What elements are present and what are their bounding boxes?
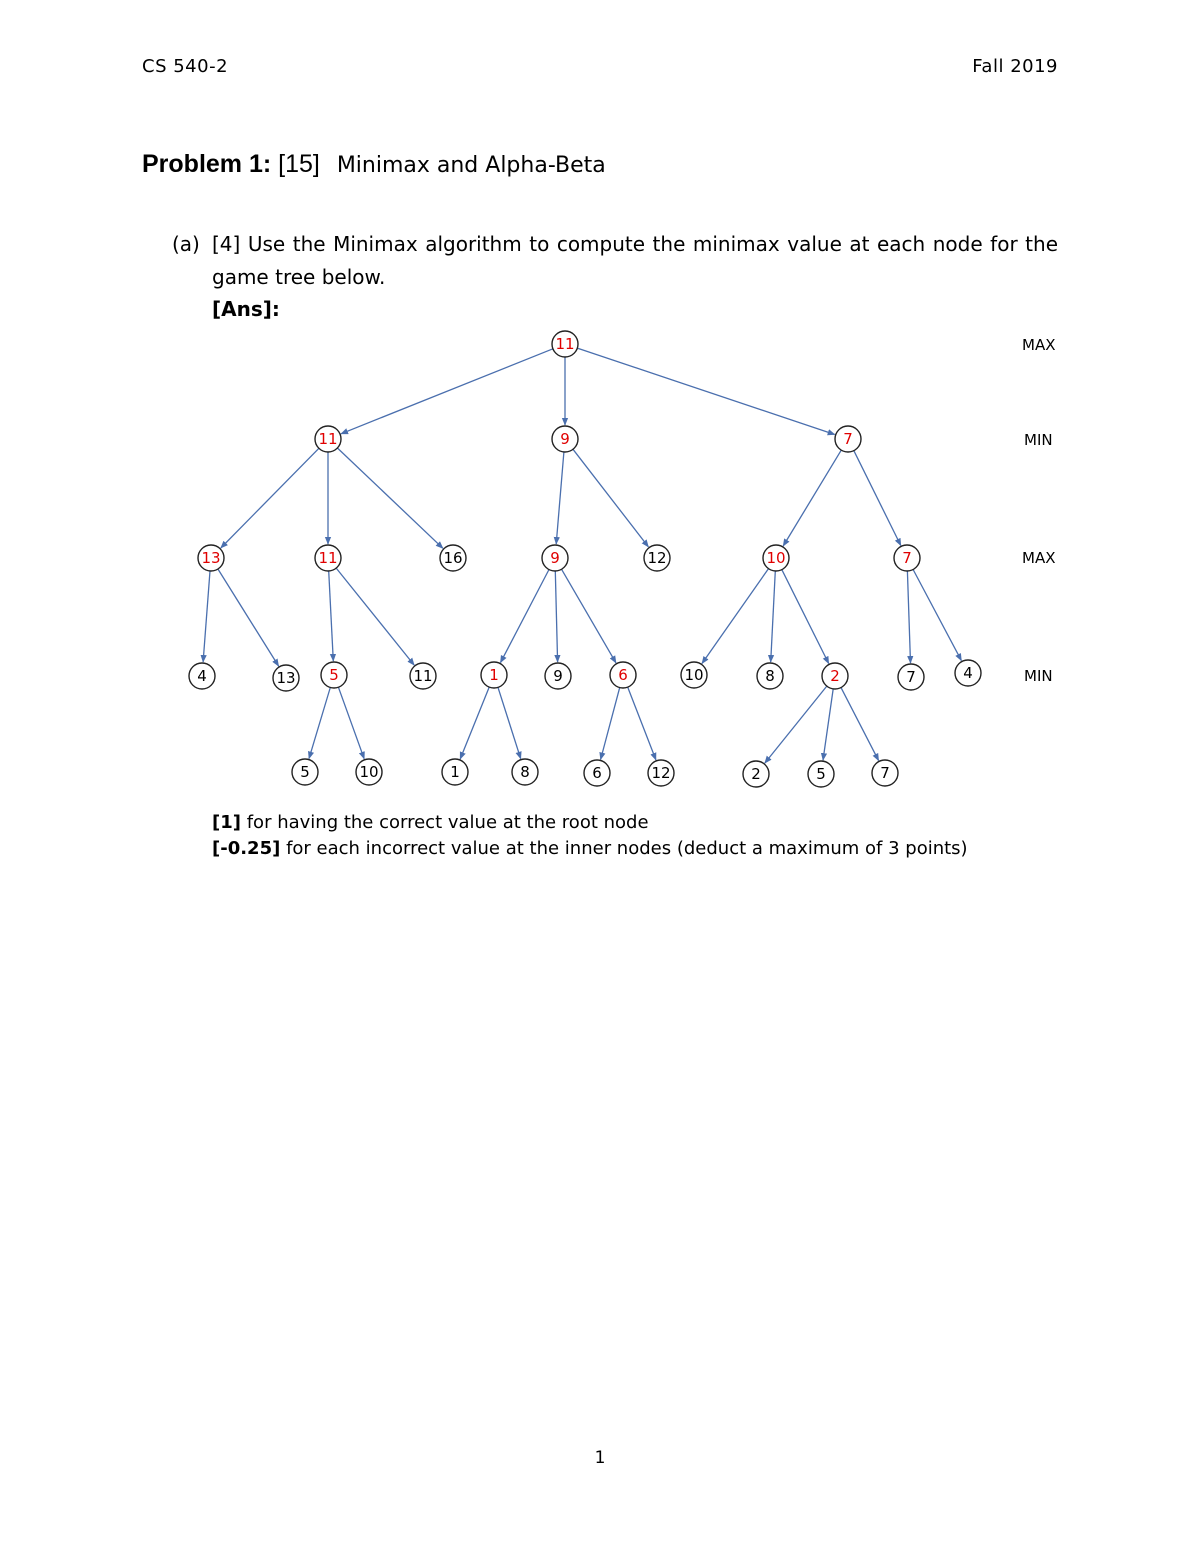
level-label-max: MAX xyxy=(1022,336,1056,354)
tree-node xyxy=(442,759,468,785)
tree-node-value: 7 xyxy=(880,764,890,782)
tree-edge xyxy=(498,687,521,758)
tree-node xyxy=(552,331,578,357)
tree-node-value: 9 xyxy=(550,549,560,567)
tree-node xyxy=(321,662,347,688)
tree-node-value: 13 xyxy=(201,549,221,567)
tree-node-value: 11 xyxy=(555,335,575,353)
tree-node-value: 10 xyxy=(684,666,704,684)
tree-node xyxy=(542,545,568,571)
tree-node xyxy=(198,545,224,571)
tree-node xyxy=(955,660,981,686)
tree-node-value: 1 xyxy=(450,763,460,781)
tree-node xyxy=(315,426,341,452)
tree-node-value: 1 xyxy=(489,666,499,684)
tree-node-value: 4 xyxy=(963,664,973,682)
tree-node-value: 12 xyxy=(647,549,667,567)
tree-edge xyxy=(329,571,334,661)
tree-edge xyxy=(782,570,829,664)
tree-node-value: 2 xyxy=(830,667,840,685)
tree-node-value: 13 xyxy=(276,669,296,687)
tree-node xyxy=(763,545,789,571)
tree-edge xyxy=(702,569,769,664)
tree-node xyxy=(189,663,215,689)
tree-edge xyxy=(573,449,648,547)
tree-node-value: 16 xyxy=(443,549,463,567)
tree-edge xyxy=(577,348,834,434)
tree-node-value: 11 xyxy=(318,549,338,567)
tree-node xyxy=(481,662,507,688)
grading-note xyxy=(212,838,968,859)
answer-label: [Ans]: xyxy=(212,297,280,321)
tree-node xyxy=(757,663,783,689)
page-number: 1 xyxy=(594,1448,606,1468)
tree-node xyxy=(584,760,610,786)
tree-node-value: 6 xyxy=(592,764,602,782)
tree-node xyxy=(410,663,436,689)
tree-node xyxy=(822,663,848,689)
tree-node xyxy=(545,663,571,689)
tree-edge xyxy=(628,687,656,760)
tree-edge xyxy=(562,569,617,663)
grading-note xyxy=(212,812,649,833)
tree-edge xyxy=(555,571,557,662)
grading-text: for each incorrect value at the inner nodes (deduct a maximum of 3 points) xyxy=(286,838,968,859)
tree-edge xyxy=(771,571,776,662)
tree-node xyxy=(648,760,674,786)
tree-node-value: 4 xyxy=(197,667,207,685)
tree-node xyxy=(440,545,466,571)
tree-node-value: 9 xyxy=(560,430,570,448)
tree-node-value: 7 xyxy=(906,668,916,686)
tree-edge xyxy=(460,687,489,759)
tree-node xyxy=(894,545,920,571)
tree-node xyxy=(292,759,318,785)
tree-node-value: 5 xyxy=(329,666,339,684)
tree-node xyxy=(898,664,924,690)
tree-node-value: 2 xyxy=(751,765,761,783)
problem-points: [15] xyxy=(278,150,320,178)
header-term: Fall 2019 xyxy=(972,56,1058,77)
tree-edge xyxy=(765,686,827,763)
tree-node-value: 10 xyxy=(359,763,379,781)
part-a-points: [4] xyxy=(212,232,241,256)
grading-text: for having the correct value at the root node xyxy=(246,812,649,833)
tree-node xyxy=(610,662,636,688)
tree-nodes xyxy=(189,331,981,787)
tree-node-value: 12 xyxy=(651,764,671,782)
tree-edge xyxy=(841,688,879,761)
tree-node xyxy=(872,760,898,786)
tree-node-value: 7 xyxy=(843,430,853,448)
tree-node-value: 11 xyxy=(318,430,338,448)
tree-edge xyxy=(338,687,364,759)
tree-node xyxy=(743,761,769,787)
tree-node-value: 10 xyxy=(766,549,786,567)
tree-node xyxy=(835,426,861,452)
tree-node-value: 5 xyxy=(816,765,826,783)
grading-points: [-0.25] xyxy=(212,838,281,859)
tree-node xyxy=(808,761,834,787)
level-label-max: MAX xyxy=(1022,549,1056,567)
tree-edge xyxy=(854,451,901,546)
grading-points: [1] xyxy=(212,812,241,833)
level-label-min: MIN xyxy=(1024,667,1053,685)
problem-title: Minimax and Alpha-Beta xyxy=(336,153,606,178)
tree-edge xyxy=(203,571,210,662)
tree-node-value: 5 xyxy=(300,763,310,781)
tree-edge xyxy=(556,452,564,544)
tree-node-value: 8 xyxy=(765,667,775,685)
tree-node-value: 6 xyxy=(618,666,628,684)
problem-label: Problem 1: xyxy=(142,150,272,178)
tree-node xyxy=(681,662,707,688)
tree-node-value: 9 xyxy=(553,667,563,685)
tree-edge xyxy=(221,448,319,548)
part-a-text: Use the Minimax algorithm to compute the minimax value at each node for the game tree below. xyxy=(212,232,1058,289)
tree-node xyxy=(273,665,299,691)
tree-edge xyxy=(336,568,414,665)
tree-edge xyxy=(783,450,841,546)
tree-edge xyxy=(913,570,961,661)
tree-edge xyxy=(907,571,910,663)
level-label-min: MIN xyxy=(1024,431,1053,449)
tree-edge xyxy=(601,688,620,760)
part-a-label: (a) xyxy=(172,232,200,256)
tree-edge xyxy=(501,570,550,663)
tree-edge xyxy=(218,569,279,666)
tree-node-value: 7 xyxy=(902,549,912,567)
tree-node-value: 11 xyxy=(413,667,433,685)
tree-node xyxy=(644,545,670,571)
tree-node xyxy=(356,759,382,785)
tree-edge xyxy=(341,349,553,434)
tree-edge xyxy=(309,688,330,759)
tree-node xyxy=(315,545,341,571)
tree-edge xyxy=(337,448,443,548)
tree-node-value: 8 xyxy=(520,763,530,781)
tree-node xyxy=(552,426,578,452)
header-course: CS 540-2 xyxy=(142,56,229,77)
tree-edge xyxy=(823,689,833,760)
tree-node xyxy=(512,759,538,785)
